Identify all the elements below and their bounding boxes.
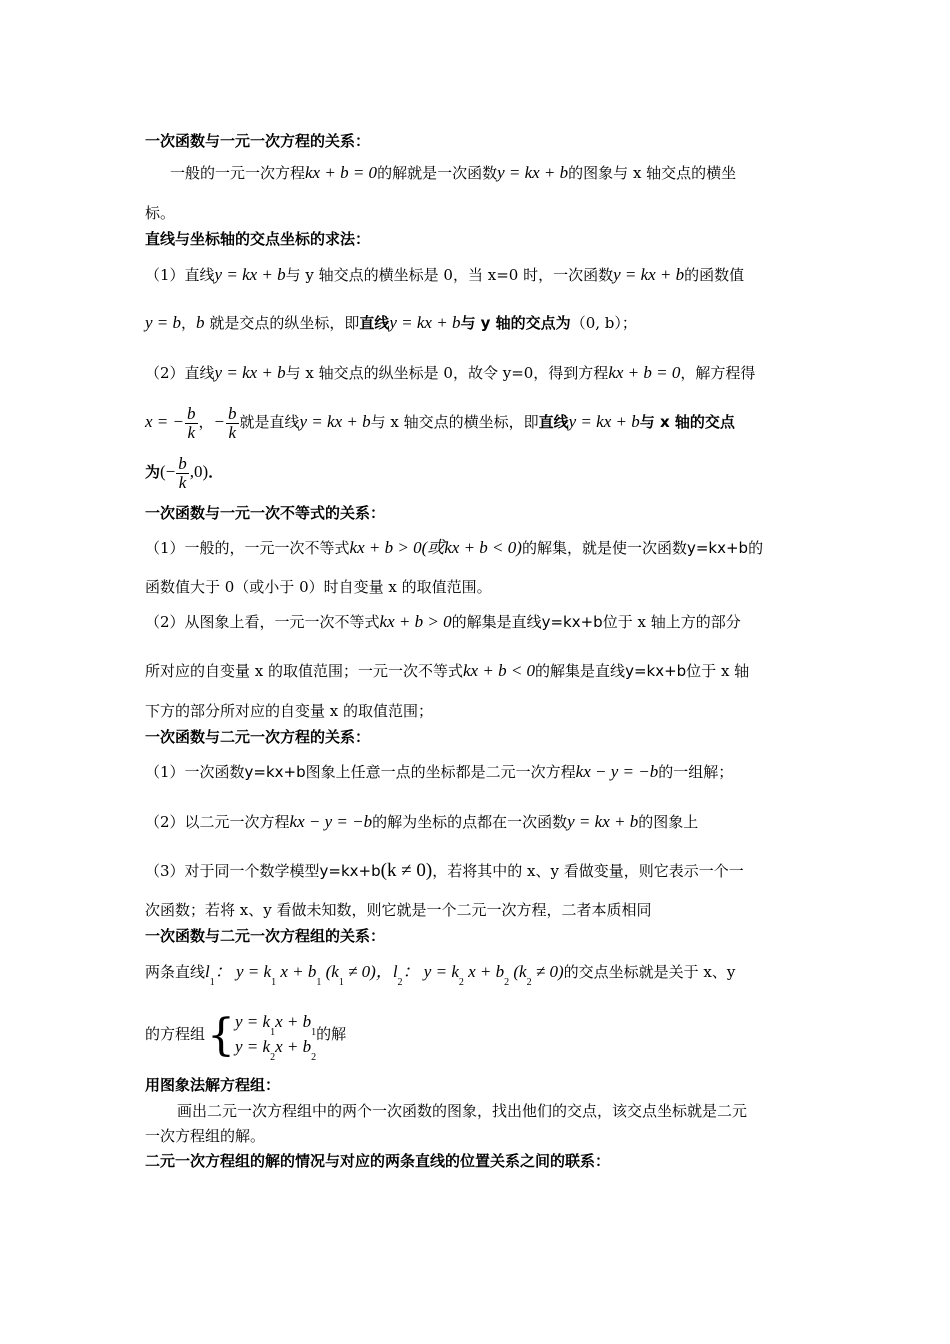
- paragraph-line: [145, 962, 736, 988]
- math-expression: y = kx + b: [567, 812, 639, 831]
- left-brace: {: [207, 1010, 236, 1061]
- text: （1）直线: [145, 266, 215, 284]
- heading-linear-function-and-two-variable-equation: 一次函数与二元一次方程的关系：: [145, 728, 371, 746]
- subscript: 2: [526, 977, 532, 988]
- math-expression: y = kx + b: [299, 412, 371, 431]
- paragraph-line: [145, 265, 744, 285]
- text: ，: [198, 413, 214, 431]
- subscript: 1: [338, 977, 344, 988]
- text: 与 x 轴交点的横坐标，即: [370, 413, 539, 431]
- math-expression: y = kx + b: [214, 265, 286, 284]
- math-expression: kx + b = 0: [608, 363, 681, 382]
- math-expression: kx − y = −b: [289, 812, 373, 831]
- paragraph-line: [145, 313, 637, 333]
- math-expression: kx − y = −b: [575, 762, 659, 781]
- math-expression: x + b: [276, 962, 317, 981]
- text: 的一组解；: [658, 763, 734, 781]
- math-expression: ： y = k: [214, 962, 272, 981]
- paragraph-line: [145, 812, 698, 832]
- fraction-numerator: b: [228, 403, 237, 423]
- heading-linear-function-and-inequality: 一次函数与一元一次不等式的关系：: [145, 504, 386, 522]
- text: （1）一般的，一元一次不等式: [145, 539, 350, 557]
- text: y=kx+b: [686, 539, 749, 557]
- math-expression: x = −: [145, 412, 184, 431]
- subscript: 1: [209, 977, 215, 988]
- equation-row: [235, 1036, 316, 1061]
- subscript: 1: [316, 977, 322, 988]
- text: y=kx+b: [541, 613, 603, 631]
- fraction-denominator: k: [178, 472, 187, 492]
- math-expression: ： y = k: [402, 962, 459, 981]
- math-expression: (k: [509, 962, 527, 981]
- paragraph-line: [145, 762, 733, 782]
- text: ，若将其中的 x、y 看做变量，则它表示一个一: [432, 862, 744, 880]
- fraction-denominator: k: [187, 422, 196, 442]
- math-expression: y = kx + b: [613, 265, 685, 284]
- text: 位于 x 轴上方的部分: [602, 613, 741, 631]
- subscript: 2: [397, 977, 403, 988]
- text: ．: [208, 463, 224, 481]
- text: 的方程组: [145, 1025, 206, 1043]
- math-expression: (−: [160, 462, 176, 481]
- text: 与 x 轴交点的纵坐标是 0，故令 y=0，得到方程: [285, 364, 609, 382]
- text: 直线: [538, 413, 569, 431]
- text: 的函数值: [684, 266, 745, 284]
- math-expression: −: [213, 412, 225, 431]
- paragraph-line: [145, 861, 744, 881]
- text: 与 y 轴交点的横坐标是 0，当 x=0 时，一次函数: [285, 266, 614, 284]
- heading-graphical-method: 用图象法解方程组：: [145, 1076, 281, 1094]
- subscript: 2: [270, 1052, 276, 1063]
- math-expression: kx + b < 0: [463, 661, 536, 680]
- text: 位于 x 轴: [686, 662, 750, 680]
- paragraph-line: [145, 538, 763, 558]
- text: 就是交点的纵坐标，即: [209, 314, 360, 332]
- text: 两条直线: [145, 963, 206, 981]
- text: 的图象上: [638, 813, 699, 831]
- fraction-numerator: b: [178, 453, 187, 473]
- text: 的解为坐标的点都在一次函数: [372, 813, 568, 831]
- subscript: 2: [311, 1052, 317, 1063]
- text: y=kx+b: [319, 862, 381, 880]
- paragraph-line: [145, 450, 223, 494]
- paragraph-line: 下方的部分所对应的自变量 x 的取值范围；: [145, 702, 433, 720]
- math-expression: x + b: [275, 1037, 312, 1056]
- text: 直线: [359, 314, 390, 332]
- paragraph-line: 标。: [145, 204, 176, 222]
- paragraph-line: [145, 1008, 346, 1061]
- text: 的解: [316, 1025, 347, 1043]
- paragraph-line: [145, 400, 735, 444]
- math-expression: y = k: [235, 1037, 271, 1056]
- text: 所对应的自变量 x 的取值范围；一元一次不等式: [145, 662, 463, 680]
- math-expression: y = b: [145, 313, 182, 332]
- heading-solution-vs-line-position: 二元一次方程组的解的情况与对应的两条直线的位置关系之间的联系：: [145, 1152, 611, 1170]
- heading-linear-function-and-equation: 一次函数与一元一次方程的关系：: [145, 132, 371, 150]
- text: 的交点坐标就是关于 x、y: [563, 963, 736, 981]
- text: （0, b）；: [570, 314, 637, 332]
- text: y=kx+b: [244, 763, 306, 781]
- fraction-denominator: k: [228, 422, 237, 442]
- text: 的解集，就是使一次函数: [521, 539, 687, 557]
- math-expression: kx + b > 0: [379, 612, 452, 631]
- text: ，解方程得: [680, 364, 756, 382]
- subscript: 1: [271, 977, 277, 988]
- math-expression: kx + b > 0(或kx + b < 0): [349, 538, 522, 557]
- math-expression: ,0): [189, 462, 209, 481]
- math-expression: ≠ 0)，: [343, 962, 393, 981]
- paragraph-line: 次函数；若将 x、y 看做未知数，则它就是一个二元一次方程，二者本质相同: [145, 901, 652, 919]
- text: 为: [145, 463, 161, 481]
- text: 的图象与 x 轴交点的横坐: [568, 164, 737, 182]
- math-expression: ≠ 0): [531, 962, 564, 981]
- paragraph-line: [170, 163, 736, 183]
- text: 的解集是直线: [535, 662, 626, 680]
- text: 的解集是直线: [451, 613, 542, 631]
- text: 就是直线: [239, 413, 300, 431]
- heading-intersection-coordinates: 直线与坐标轴的交点坐标的求法：: [145, 230, 371, 248]
- text: 与 y 轴的交点为: [460, 314, 571, 332]
- subscript: 1: [311, 1027, 317, 1038]
- subscript: 2: [458, 977, 464, 988]
- text: 图象上任意一点的坐标都是二元一次方程: [305, 763, 576, 781]
- fraction: [176, 455, 189, 492]
- math-expression: x + b: [275, 1012, 312, 1031]
- heading-linear-function-and-equation-system: 一次函数与二元一次方程组的关系：: [145, 927, 386, 945]
- math-expression: kx + b = 0: [305, 163, 378, 182]
- paragraph-line: [145, 363, 755, 383]
- subscript: 1: [270, 1027, 276, 1038]
- math-expression: y = kx + b: [497, 163, 569, 182]
- paragraph-line: 函数值大于 0（或小于 0）时自变量 x 的取值范围。: [145, 578, 492, 596]
- text: 一般的一元一次方程: [170, 164, 306, 182]
- paragraph-line: 一次方程组的解。: [145, 1127, 266, 1145]
- math-expression: (k: [321, 962, 339, 981]
- paragraph-line: [145, 661, 749, 681]
- subscript: 2: [504, 977, 510, 988]
- text: （2）直线: [145, 364, 215, 382]
- equation-row: [235, 1011, 316, 1036]
- text: （2）以二元一次方程: [145, 813, 290, 831]
- text: 的解就是一次函数: [377, 164, 498, 182]
- math-expression: l: [392, 962, 398, 981]
- text: 与 x 轴的交点: [639, 413, 735, 431]
- text: （1）一次函数: [145, 763, 245, 781]
- math-expression: (k ≠ 0): [380, 860, 433, 881]
- paragraph-line: 画出二元一次方程组中的两个一次函数的图象，找出他们的交点，该交点坐标就是二元: [177, 1102, 748, 1120]
- math-expression: y = kx + b: [214, 363, 286, 382]
- fraction: [185, 405, 198, 442]
- text: y=kx+b: [625, 662, 687, 680]
- text: （3）对于同一个数学模型: [145, 862, 320, 880]
- paragraph-line: [145, 612, 741, 632]
- text: ，: [181, 314, 197, 332]
- math-expression: l: [205, 962, 210, 981]
- text: 的: [748, 539, 764, 557]
- text: （2）从图象上看，一元一次不等式: [145, 613, 380, 631]
- math-expression: y = k: [235, 1012, 271, 1031]
- math-expression: y = kx + b: [389, 313, 461, 332]
- math-expression: b: [196, 313, 205, 332]
- equation-system: [207, 1009, 316, 1061]
- fraction-numerator: b: [187, 403, 196, 423]
- math-expression: y = kx + b: [568, 412, 640, 431]
- fraction: [226, 405, 239, 442]
- equation-rows: [235, 1011, 316, 1061]
- math-expression: x + b: [463, 962, 505, 981]
